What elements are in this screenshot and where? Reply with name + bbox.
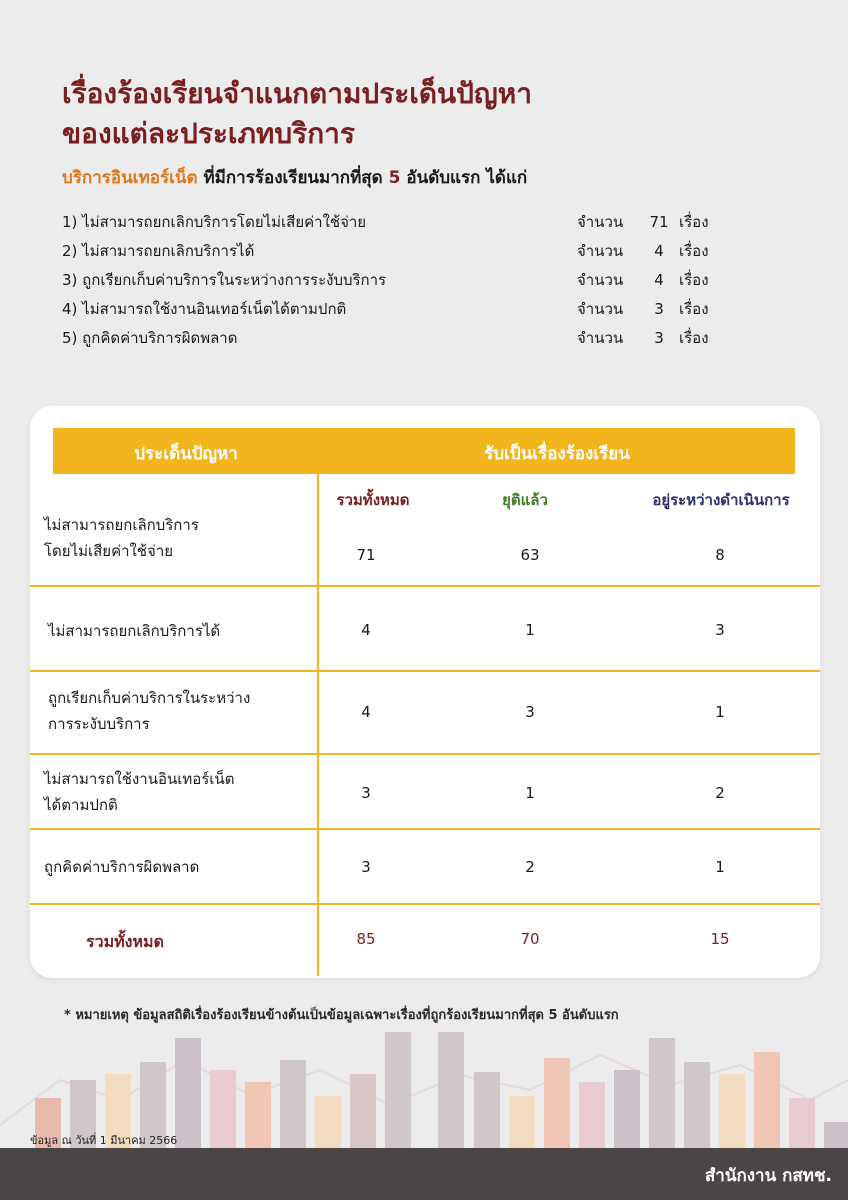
list-item-label: 1) ไม่สามารถยกเลิกบริการโดยไม่เสียค่าใช้จ่าย bbox=[62, 213, 367, 231]
issue-line2: โดยไม่เสียค่าใช้จ่าย bbox=[44, 542, 174, 560]
cell-resolved: 1 bbox=[525, 621, 535, 639]
cell-resolved: 1 bbox=[525, 784, 535, 802]
cell-pending: 2 bbox=[715, 784, 725, 802]
header-accepted: รับเป็นเรื่องร้องเรียน bbox=[484, 444, 630, 464]
row-divider bbox=[30, 753, 820, 755]
row-divider bbox=[30, 670, 820, 672]
subtitle-number: 5 bbox=[388, 168, 401, 188]
table-header bbox=[53, 428, 795, 474]
subtitle bbox=[62, 164, 527, 191]
cell-total: 3 bbox=[361, 784, 371, 802]
table-row-issue bbox=[44, 512, 314, 564]
list-item-count: 4 bbox=[654, 242, 664, 260]
issue-line1: ถูกคิดค่าบริการผิดพลาด bbox=[44, 858, 200, 876]
total-pending: 15 bbox=[710, 930, 730, 948]
subheader-total: รวมทั้งหมด bbox=[336, 491, 410, 509]
list-item-count: 3 bbox=[654, 329, 664, 347]
issue-line2: การระงับบริการ bbox=[48, 715, 150, 733]
issue-line1: ไม่สามารถยกเลิกบริการได้ bbox=[48, 622, 221, 640]
row-divider bbox=[30, 828, 820, 830]
cell-total: 4 bbox=[361, 703, 371, 721]
row-divider bbox=[30, 903, 820, 905]
list-item-label: 2) ไม่สามารถยกเลิกบริการได้ bbox=[62, 242, 255, 260]
issue-line2: ได้ตามปกติ bbox=[44, 796, 118, 814]
top5-list bbox=[62, 210, 742, 355]
list-item-unit: เรื่อง bbox=[679, 300, 709, 318]
list-item-unit: เรื่อง bbox=[679, 213, 709, 231]
list-item-count: 3 bbox=[654, 300, 664, 318]
list-item-unit: เรื่อง bbox=[679, 271, 709, 289]
footer-org: สำนักงาน กสทช. bbox=[704, 1166, 832, 1186]
page-title-line1: เรื่องร้องเรียนจำแนกตามประเด็นปัญหา bbox=[62, 77, 532, 110]
table-row-issue bbox=[44, 766, 314, 818]
list-item-unit: เรื่อง bbox=[679, 329, 709, 347]
cell-total: 71 bbox=[356, 546, 376, 564]
footnote: * หมายเหตุ ข้อมูลสถิติเรื่องร้องเรียนข้างต้นเป็นข้อมูลเฉพาะเรื่องที่ถูกร้องเรียนมากที่สุด 5 อันดับแรก bbox=[64, 1008, 619, 1023]
list-item bbox=[62, 210, 742, 239]
subtitle-service: บริการอินเทอร์เน็ต bbox=[62, 168, 198, 188]
header-issue: ประเด็นปัญหา bbox=[134, 444, 238, 464]
cell-total: 3 bbox=[361, 858, 371, 876]
decorative-bars bbox=[0, 1020, 848, 1148]
issue-line1: ไม่สามารถใช้งานอินเทอร์เน็ต bbox=[44, 770, 235, 788]
list-item-label: 4) ไม่สามารถใช้งานอินเทอร์เน็ตได้ตามปกติ bbox=[62, 300, 347, 318]
list-item-count: 71 bbox=[649, 213, 669, 231]
cell-resolved: 63 bbox=[520, 546, 540, 564]
list-item-unit: เรื่อง bbox=[679, 242, 709, 260]
total-row-label: รวมทั้งหมด bbox=[86, 932, 164, 951]
list-item-count-label: จำนวน bbox=[577, 213, 624, 231]
subtitle-text-b: อันดับแรก ได้แก่ bbox=[400, 168, 528, 188]
page-title bbox=[62, 74, 782, 154]
cell-pending: 3 bbox=[715, 621, 725, 639]
page-title-line2: ของแต่ละประเภทบริการ bbox=[62, 117, 355, 150]
issue-line1: ถูกเรียกเก็บค่าบริการในระหว่าง bbox=[48, 689, 251, 707]
subheader-pending: อยู่ระหว่างดำเนินการ bbox=[652, 491, 790, 509]
issue-line1: ไม่สามารถยกเลิกบริการ bbox=[44, 516, 199, 534]
list-item bbox=[62, 297, 742, 326]
cell-resolved: 3 bbox=[525, 703, 535, 721]
list-item-label: 3) ถูกเรียกเก็บค่าบริการในระหว่างการระงับบริการ bbox=[62, 271, 387, 289]
list-item bbox=[62, 326, 742, 355]
table-row-issue bbox=[48, 618, 318, 644]
cell-resolved: 2 bbox=[525, 858, 535, 876]
subheader-resolved: ยุติแล้ว bbox=[502, 491, 548, 509]
list-item bbox=[62, 239, 742, 268]
list-item-count-label: จำนวน bbox=[577, 271, 624, 289]
total-resolved: 70 bbox=[520, 930, 540, 948]
list-item-count: 4 bbox=[654, 271, 664, 289]
footer bbox=[0, 1148, 848, 1200]
table-row-issue bbox=[48, 685, 318, 737]
total-all: 85 bbox=[356, 930, 376, 948]
subtitle-text-a: ที่มีการร้องเรียนมากที่สุด bbox=[197, 168, 389, 188]
cell-total: 4 bbox=[361, 621, 371, 639]
cell-pending: 1 bbox=[715, 858, 725, 876]
table-row-issue bbox=[44, 854, 314, 880]
list-item-label: 5) ถูกคิดค่าบริการผิดพลาด bbox=[62, 329, 238, 347]
list-item-count-label: จำนวน bbox=[577, 242, 624, 260]
list-item-count-label: จำนวน bbox=[577, 329, 624, 347]
as-of-date: ข้อมูล ณ วันที่ 1 มีนาคม 2566 bbox=[30, 1134, 178, 1147]
list-item-count-label: จำนวน bbox=[577, 300, 624, 318]
row-divider bbox=[30, 585, 820, 587]
cell-pending: 1 bbox=[715, 703, 725, 721]
cell-pending: 8 bbox=[715, 546, 725, 564]
list-item bbox=[62, 268, 742, 297]
